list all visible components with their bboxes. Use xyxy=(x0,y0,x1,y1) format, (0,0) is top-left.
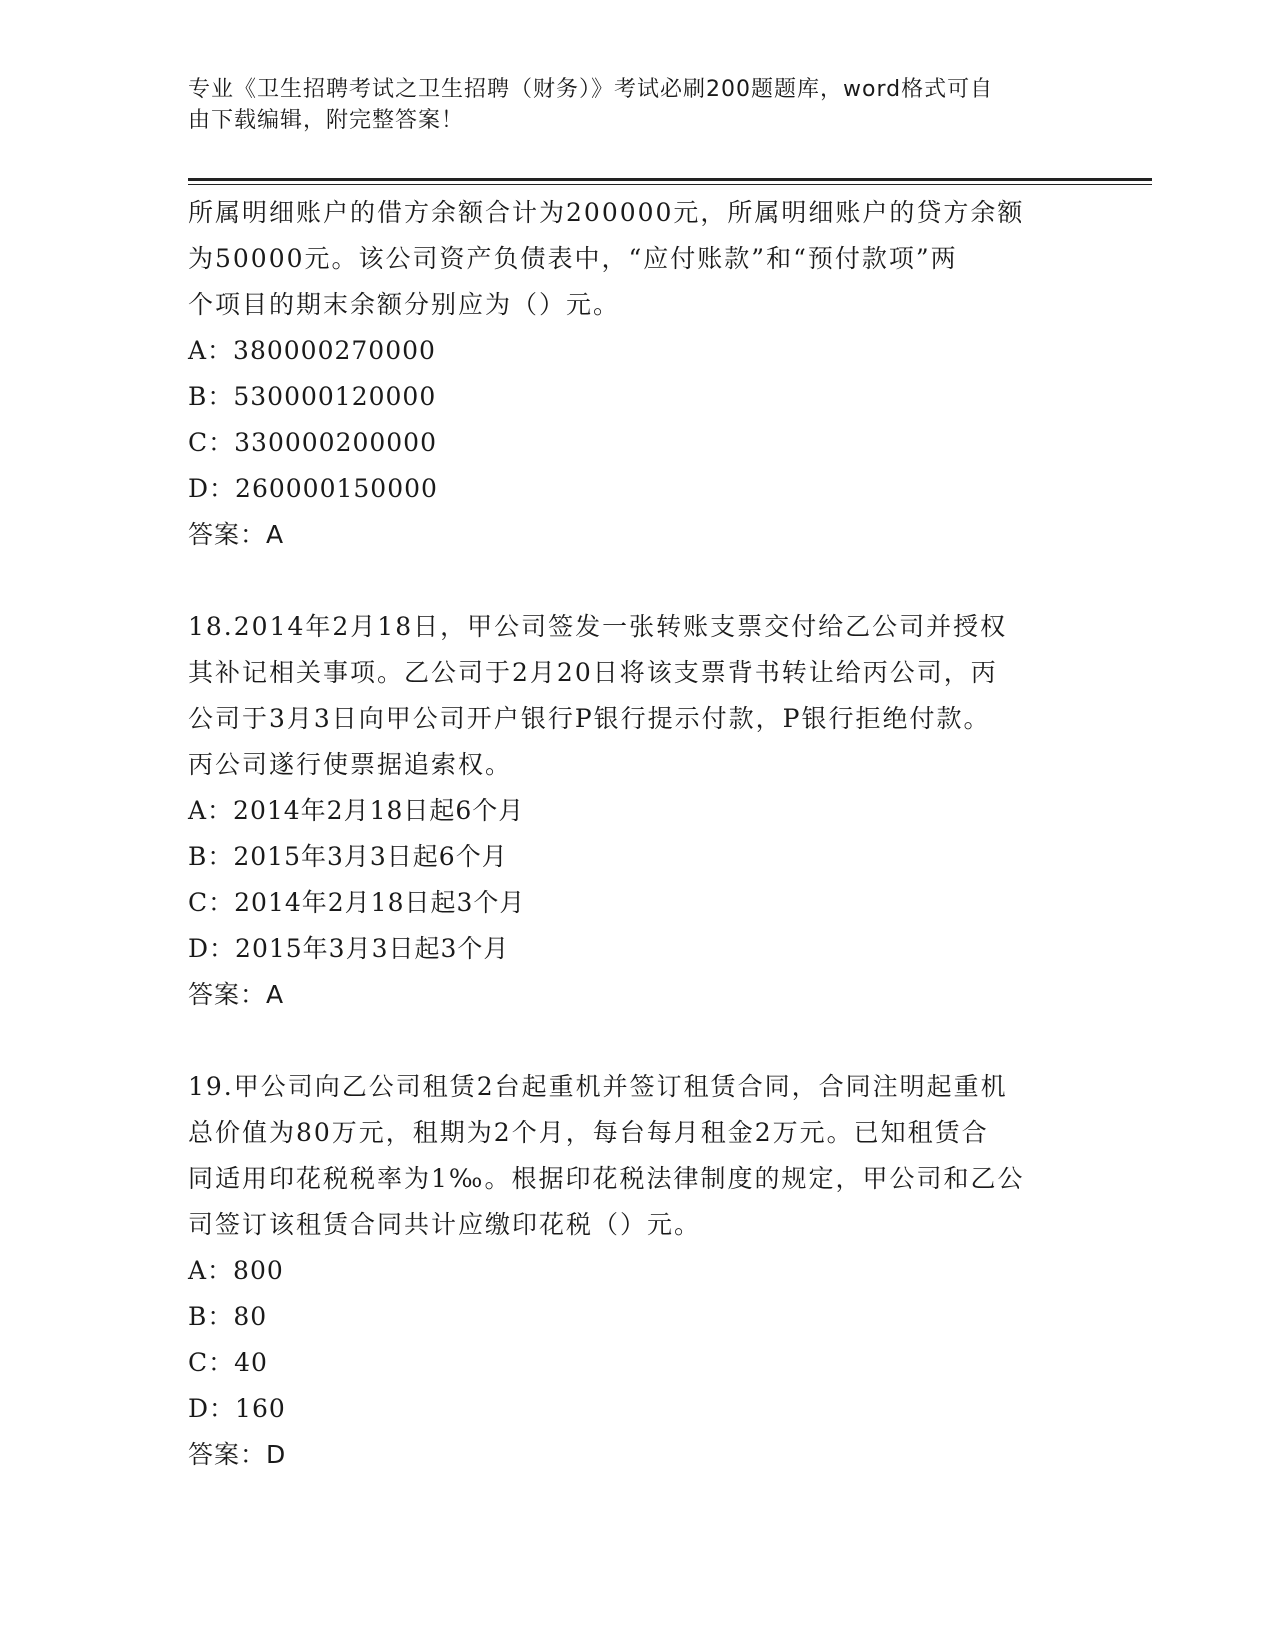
option-b: B：2015年3月3日起6个月 xyxy=(188,842,508,871)
question-18 xyxy=(188,604,1078,1018)
question-stem-line: 丙公司遂行使票据追索权。 xyxy=(188,750,513,779)
spacer xyxy=(188,558,1078,604)
answer-line: 答案：D xyxy=(188,1440,287,1469)
spacer xyxy=(188,1018,1078,1064)
option-a: A：800 xyxy=(188,1256,284,1285)
option-d: D：260000150000 xyxy=(188,474,438,503)
option-d: D：2015年3月3日起3个月 xyxy=(188,934,510,963)
option-c: C：330000200000 xyxy=(188,428,437,457)
question-stem-line: 同适用印花税税率为1‰。根据印花税法律制度的规定，甲公司和乙公 xyxy=(188,1164,1025,1193)
option-b: B：80 xyxy=(188,1302,268,1331)
option-a: A：380000270000 xyxy=(188,336,436,365)
question-stem-line: 18.2014年2月18日，甲公司签发一张转账支票交付给乙公司并授权 xyxy=(188,612,1008,641)
header-line-2: 由下载编辑，附完整答案！ xyxy=(188,108,465,133)
option-d: D：160 xyxy=(188,1394,286,1423)
question-stem-line: 司签订该租赁合同共计应缴印花税（）元。 xyxy=(188,1210,702,1239)
answer-line: 答案：A xyxy=(188,520,285,549)
document-body xyxy=(188,190,1078,1478)
header-divider-thin xyxy=(188,184,1152,185)
question-stem-line: 公司于3月3日向甲公司开户银行P银行提示付款，P银行拒绝付款。 xyxy=(188,704,991,733)
question-19 xyxy=(188,1064,1078,1478)
question-stem-line: 个项目的期末余额分别应为（）元。 xyxy=(188,290,621,319)
answer-line: 答案：A xyxy=(188,980,285,1009)
header-line-1: 专业《卫生招聘考试之卫生招聘（财务）》考试必刷200题题库，word格式可自 xyxy=(188,77,994,102)
question-stem-line: 19.甲公司向乙公司租赁2台起重机并签订租赁合同，合同注明起重机 xyxy=(188,1072,1008,1101)
question-stem-line: 为50000元。该公司资产负债表中，“应付账款”和“预付款项”两 xyxy=(188,244,958,273)
option-b: B：530000120000 xyxy=(188,382,437,411)
header-divider-thick xyxy=(188,178,1152,181)
question-stem-line: 所属明细账户的借方余额合计为200000元，所属明细账户的贷方余额 xyxy=(188,198,1025,227)
question-stem-line: 总价值为80万元，租期为2个月，每台每月租金2万元。已知租赁合 xyxy=(188,1118,989,1147)
question-17 xyxy=(188,190,1078,558)
option-a: A：2014年2月18日起6个月 xyxy=(188,796,525,825)
document-header xyxy=(188,74,1068,136)
question-stem-line: 其补记相关事项。乙公司于2月20日将该支票背书转让给丙公司，丙 xyxy=(188,658,998,687)
option-c: C：2014年2月18日起3个月 xyxy=(188,888,526,917)
option-c: C：40 xyxy=(188,1348,268,1377)
